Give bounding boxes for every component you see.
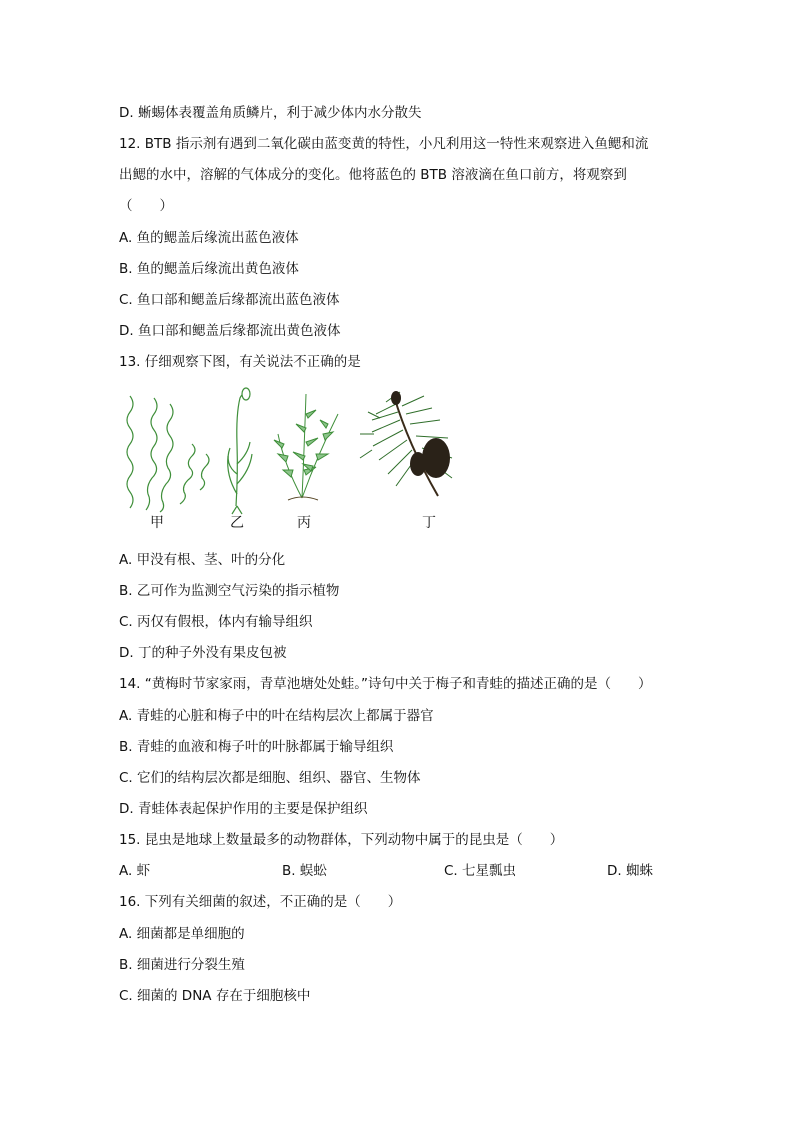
q14-option-b: B. 青蛙的血液和梅子叶的叶脉都属于输导组织: [119, 739, 394, 755]
q13-figure: [118, 384, 488, 534]
q15-option-b: B. 蜈蚣: [282, 863, 327, 879]
q13-option-a: A. 甲没有根、茎、叶的分化: [119, 552, 286, 568]
figure-label-ding: 丁: [422, 515, 436, 531]
q15-option-c: C. 七星瓢虫: [444, 863, 517, 879]
q15-option-d: D. 蜘蛛: [607, 863, 653, 879]
q12-stem-line1: 12. BTB 指示剂有遇到二氧化碳由蓝变黄的特性，小凡利用这一特性来观察进入鱼鳃和流: [119, 136, 649, 152]
q14-option-c: C. 它们的结构层次都是细胞、组织、器官、生物体: [119, 770, 421, 786]
q13-stem: 13. 仔细观察下图，有关说法不正确的是: [119, 354, 361, 370]
fern-drawing: [274, 394, 338, 500]
figure-label-bing: 丙: [297, 515, 311, 531]
q16-option-c: C. 细菌的 DNA 存在于细胞核中: [119, 988, 311, 1004]
q16-option-a: A. 细菌都是单细胞的: [119, 926, 245, 942]
q16-option-b: B. 细菌进行分裂生殖: [119, 957, 245, 973]
q12-option-c: C. 鱼口部和鳃盖后缘都流出蓝色液体: [119, 292, 340, 308]
q12-option-b: B. 鱼的鳃盖后缘流出黄色液体: [119, 261, 299, 277]
q13-option-c: C. 丙仅有假根，体内有输导组织: [119, 614, 313, 630]
figure-label-jia: 甲: [150, 515, 164, 531]
pine-cone: [391, 391, 450, 478]
q16-stem: 16. 下列有关细菌的叙述，不正确的是（ ）: [119, 894, 402, 910]
q14-stem: 14. “黄梅时节家家雨，青草池塘处处蛙。”诗句中关于梅子和青蛙的描述正确的是（ ）: [119, 676, 652, 692]
figure-label-yi: 乙: [230, 515, 244, 531]
q15-option-a: A. 虾: [119, 863, 151, 879]
q12-option-d: D. 鱼口部和鳃盖后缘都流出黄色液体: [119, 323, 341, 339]
q14-option-d: D. 青蛙体表起保护作用的主要是保护组织: [119, 801, 368, 817]
moss-drawing: [228, 388, 252, 514]
q14-option-a: A. 青蛙的心脏和梅子中的叶在结构层次上都属于器官: [119, 708, 434, 724]
q12-answer-bracket: （ ）: [119, 198, 173, 214]
q15-stem: 15. 昆虫是地球上数量最多的动物群体，下列动物中属于的昆虫是（ ）: [119, 832, 564, 848]
q11-option-d: D. 蜥蜴体表覆盖角质鳞片，利于减少体内水分散失: [119, 105, 422, 121]
q12-option-a: A. 鱼的鳃盖后缘流出蓝色液体: [119, 230, 299, 246]
q13-option-d: D. 丁的种子外没有果皮包被: [119, 645, 287, 661]
q13-option-b: B. 乙可作为监测空气污染的指示植物: [119, 583, 340, 599]
spirogyra-drawing: [127, 396, 209, 512]
q12-stem-line2: 出鳃的水中，溶解的气体成分的变化。他将蓝色的 BTB 溶液滴在鱼口前方，将观察到: [119, 167, 627, 183]
